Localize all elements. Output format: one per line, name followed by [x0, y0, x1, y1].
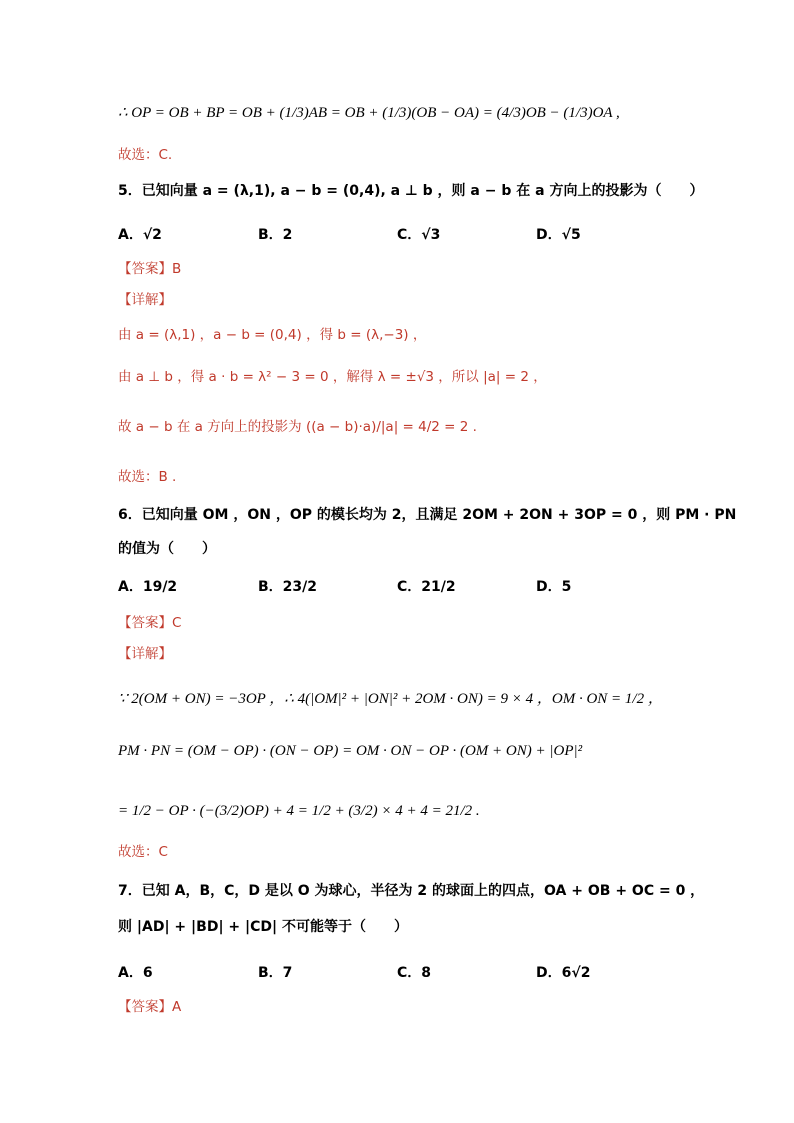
q5-choice-d: D．√5 — [536, 227, 581, 243]
q6-solution-1: ∵ 2(OM + ON) = −3OP ，∴ 4(|OM|² + |ON|² + 2OM · ON) = 9 × 4 ，OM · ON = 1/2 ， — [118, 691, 663, 707]
choice-conclusion-c: 故选：C. — [118, 147, 173, 163]
q5-choice-b: B．2 — [258, 227, 293, 243]
question-5-stem: 5．已知向量 a = (λ,1), a − b = (0,4), a ⊥ b ，则 a − b 在 a 方向上的投影为（ ） — [118, 183, 704, 199]
q6-solution-2: PM · PN = (OM − OP) · (ON − OP) = OM · ON − OP · (OM + ON) + |OP|² — [118, 743, 583, 759]
q5-solution-3: 故 a − b 在 a 方向上的投影为 ((a − b)·a)/|a| = 4/2 = 2 . — [118, 419, 477, 435]
q6-choice-b: B．23/2 — [258, 579, 318, 595]
q7-choice-b: B．7 — [258, 965, 293, 981]
answer-value: A — [172, 999, 182, 1015]
answer-tag: 【答案】 — [118, 261, 172, 277]
question-6-stem-cont: 的值为（ ） — [118, 541, 216, 557]
q6-choice-a: A．19/2 — [118, 579, 178, 595]
q6-choice-d: D．5 — [536, 579, 572, 595]
q6-answer — [118, 614, 181, 632]
q5-choice-a: A．√2 — [118, 227, 162, 243]
answer-value: C — [172, 615, 182, 631]
q7-choice-a: A．6 — [118, 965, 153, 981]
solution-line-op: ∴ OP = OB + BP = OB + (1/3)AB = OB + (1/3)(OB − OA) = (4/3)OB − (1/3)OA , — [118, 105, 620, 121]
q6-detail-tag: 【详解】 — [118, 646, 172, 662]
q5-choice-c: C．√3 — [397, 227, 441, 243]
q5-detail-tag: 【详解】 — [118, 292, 172, 308]
q6-solution-4: 故选：C — [118, 844, 168, 860]
answer-tag: 【答案】 — [118, 999, 172, 1015]
q5-solution-2: 由 a ⊥ b ，得 a · b = λ² − 3 = 0 ，解得 λ = ±√3 ，所以 |a| = 2 ， — [118, 369, 547, 385]
question-6-stem: 6．已知向量 OM ，ON ，OP 的模长均为 2，且满足 2OM + 2ON + 3OP = 0 ，则 PM · PN — [118, 507, 737, 523]
q6-solution-3: = 1/2 − OP · (−(3/2)OP) + 4 = 1/2 + (3/2) × 4 + 4 = 21/2 . — [118, 803, 480, 819]
q7-answer — [118, 998, 181, 1016]
question-7-stem: 7．已知 A，B，C，D 是以 O 为球心，半径为 2 的球面上的四点，OA + OB + OC = 0 ， — [118, 883, 705, 899]
q5-solution-1: 由 a = (λ,1) ，a − b = (0,4) ，得 b = (λ,−3) ， — [118, 327, 427, 343]
question-7-stem-cont: 则 |AD| + |BD| + |CD| 不可能等于（ ） — [118, 919, 409, 935]
q7-choice-d: D．6√2 — [536, 965, 591, 981]
answer-value: B — [172, 261, 182, 277]
answer-tag: 【答案】 — [118, 615, 172, 631]
q6-choice-c: C．21/2 — [397, 579, 456, 595]
q5-answer — [118, 260, 181, 278]
q5-solution-4: 故选：B . — [118, 469, 177, 485]
q7-choice-c: C．8 — [397, 965, 432, 981]
